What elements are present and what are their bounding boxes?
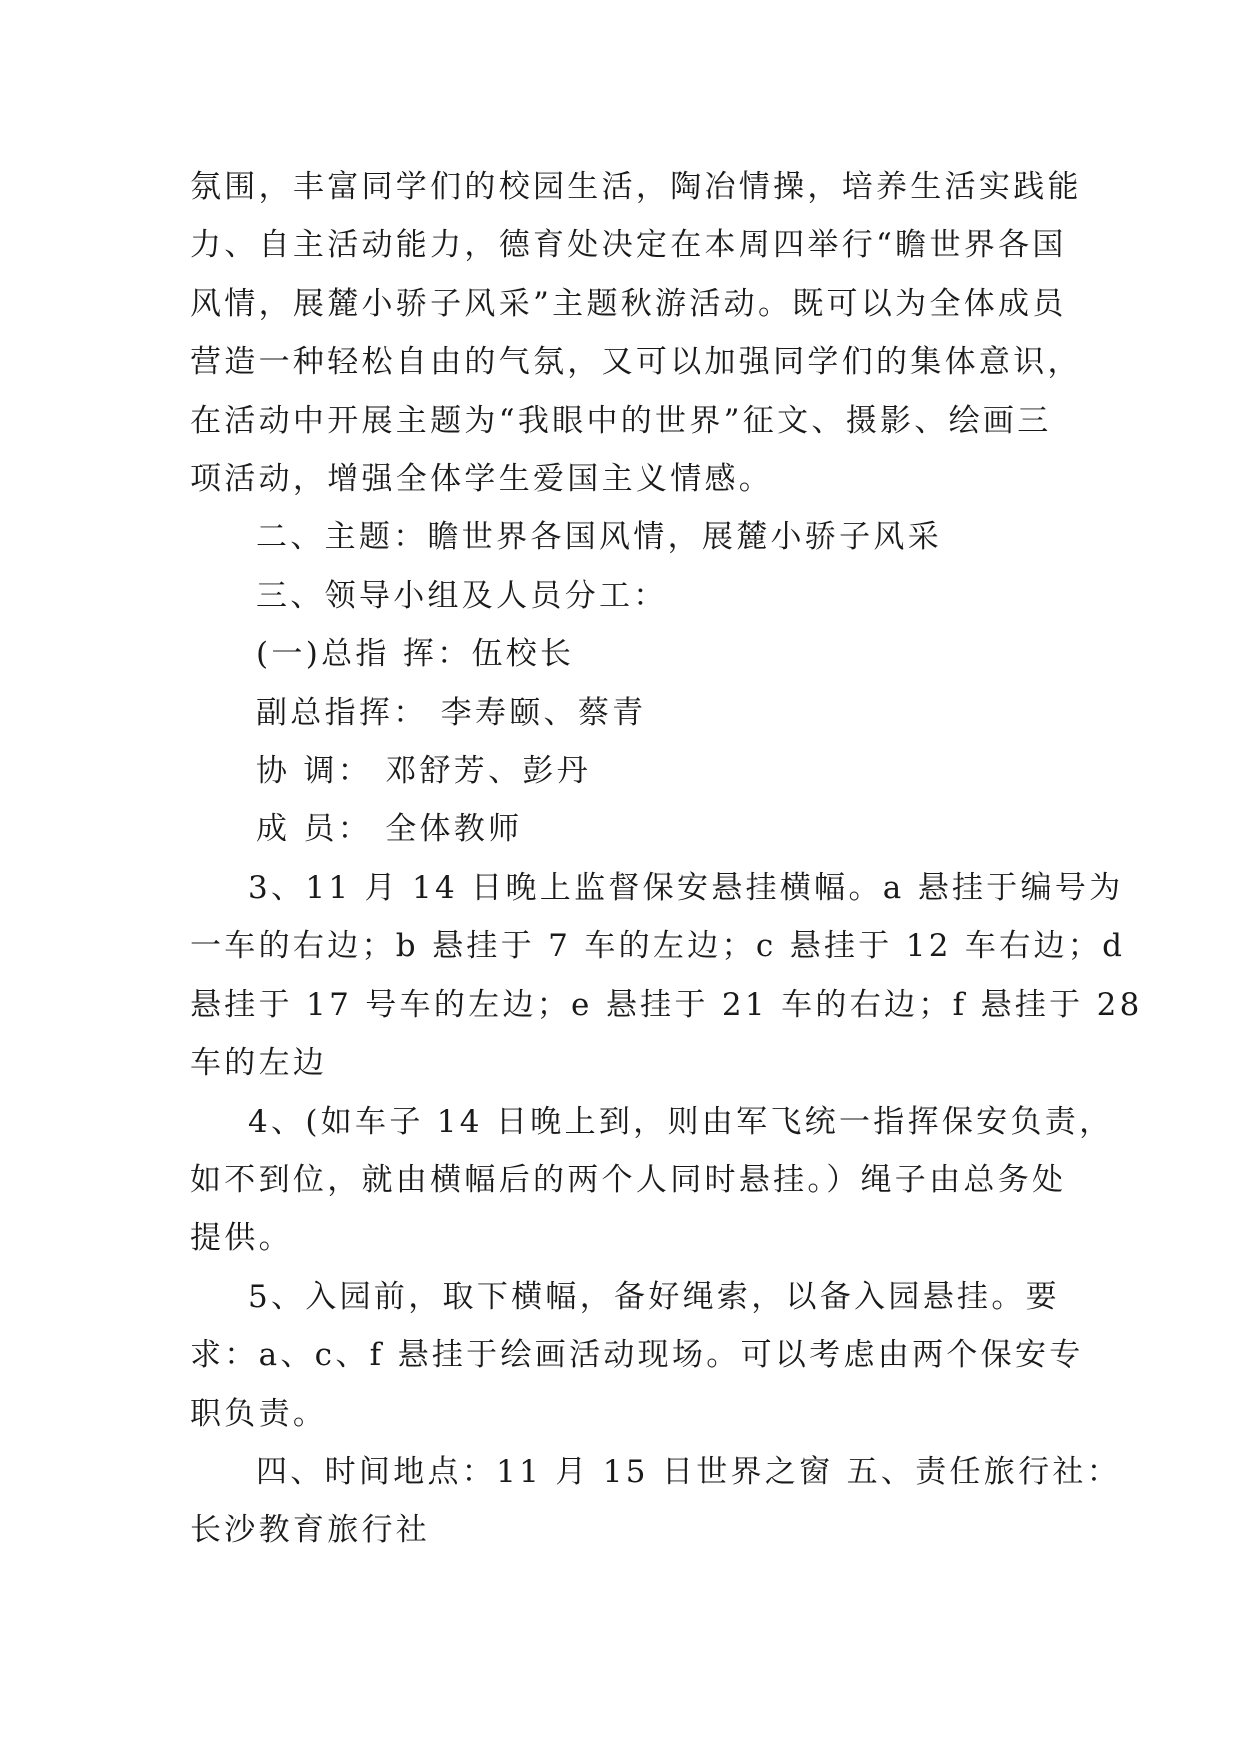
text-line: 力、自主活动能力，德育处决定在本周四举行“瞻世界各国	[190, 227, 1067, 264]
text-line: 氛围，丰富同学们的校园生活，陶冶情操，培养生活实践能	[190, 169, 1082, 205]
item-4-line: 4、(如车子 14 日晚上到，则由军飞统一指挥保安负责，	[248, 1103, 1114, 1140]
leader-chief: (一)总指 挥：伍校长	[256, 636, 575, 673]
item-5-line: 5、入园前，取下横幅，备好绳索，以备入园悬挂。要	[248, 1278, 1060, 1315]
leader-members: 成 员： 全体教师	[256, 811, 523, 848]
leader-coordinator: 协 调： 邓舒芳、彭丹	[256, 753, 592, 790]
item-5-line: 职负责。	[190, 1395, 328, 1432]
travel-agency-line: 长沙教育旅行社	[190, 1512, 431, 1549]
item-4-line: 如不到位，就由横幅后的两个人同时悬挂。）绳子由总务处	[190, 1161, 1067, 1198]
item-5-line: 求：a、c、f 悬挂于绘画活动现场。可以考虑由两个保安专	[190, 1337, 1084, 1374]
document-body	[190, 158, 1143, 1560]
text-line: 风情，展麓小骄子风采”主题秋游活动。既可以为全体成员	[190, 285, 1067, 322]
item-3-line: 车的左边	[190, 1045, 328, 1082]
item-3-line: 3、11 月 14 日晚上监督保安悬挂横幅。a 悬挂于编号为	[248, 869, 1124, 906]
leader-deputy: 副总指挥： 李寿颐、蔡青	[256, 694, 647, 731]
section-heading-leadership: 三、领导小组及人员分工：	[256, 577, 668, 614]
text-line: 在活动中开展主题为“我眼中的世界”征文、摄影、绘画三	[190, 402, 1052, 439]
text-line: 营造一种轻松自由的气氛，又可以加强同学们的集体意识，	[190, 344, 1082, 381]
text-line: 项活动，增强全体学生爱国主义情感。	[190, 461, 774, 498]
section-heading-theme: 二、主题：瞻世界各国风情，展麓小骄子风采	[256, 519, 942, 556]
item-3-line: 一车的右边；b 悬挂于 7 车的左边；c 悬挂于 12 车右边；d	[190, 928, 1126, 965]
item-4-line: 提供。	[190, 1220, 293, 1257]
item-3-line: 悬挂于 17 号车的左边；e 悬挂于 21 车的右边；f 悬挂于 28	[190, 986, 1143, 1023]
section-heading-time-place: 四、时间地点：11 月 15 日世界之窗 五、责任旅行社：	[256, 1453, 1122, 1490]
